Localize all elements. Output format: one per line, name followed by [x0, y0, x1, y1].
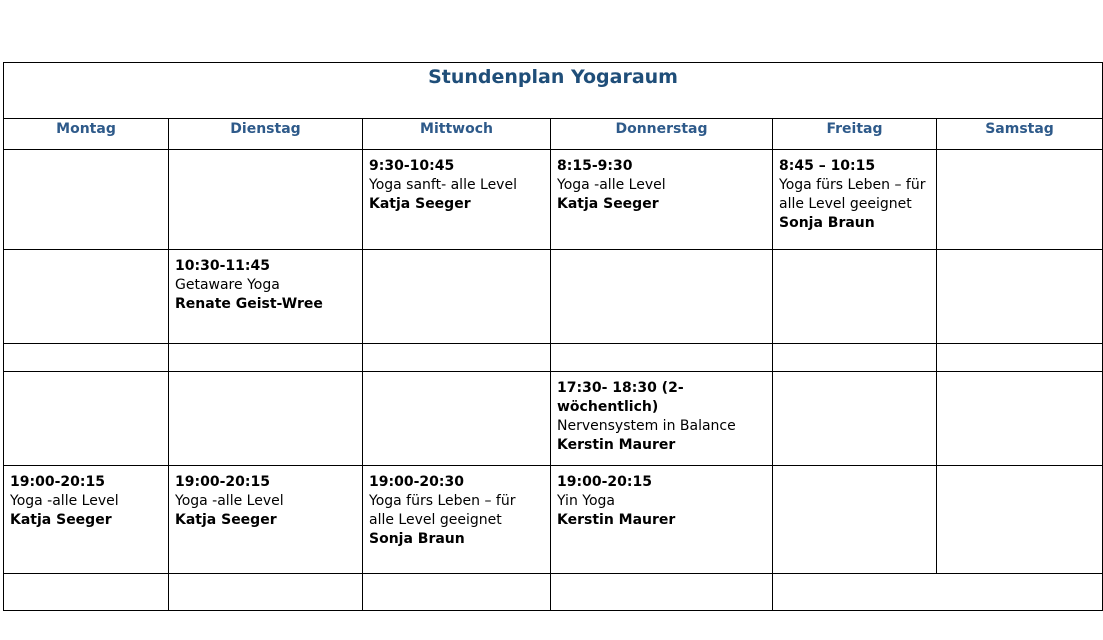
schedule-cell — [4, 344, 169, 372]
schedule-table — [3, 62, 1103, 611]
class-name: Yoga fürs Leben – für alle Level geeignet — [369, 493, 516, 528]
class-teacher: Katja Seeger — [175, 512, 277, 528]
schedule-cell — [773, 574, 1103, 611]
schedule-cell — [4, 574, 169, 611]
schedule-row — [4, 344, 1103, 372]
schedule-cell — [937, 150, 1103, 250]
day-header-friday — [773, 119, 937, 150]
class-time: 8:45 – 10:15 — [779, 158, 876, 174]
day-label: Montag — [56, 121, 116, 137]
schedule-cell — [169, 344, 363, 372]
schedule-row — [4, 150, 1103, 250]
schedule-cell — [551, 466, 773, 574]
schedule-cell — [551, 372, 773, 466]
class-time: 19:00-20:30 — [369, 474, 464, 490]
schedule-cell — [363, 466, 551, 574]
class-teacher: Katja Seeger — [557, 196, 659, 212]
class-name: Yoga -alle Level — [10, 493, 119, 509]
day-header-wednesday — [363, 119, 551, 150]
schedule-cell — [551, 574, 773, 611]
schedule-cell — [937, 466, 1103, 574]
schedule-cell — [937, 344, 1103, 372]
schedule-cell — [363, 344, 551, 372]
day-label: Samstag — [985, 121, 1054, 137]
schedule-row — [4, 466, 1103, 574]
class-name: Yin Yoga — [557, 493, 615, 509]
class-teacher: Kerstin Maurer — [557, 437, 676, 453]
class-name: Yoga sanft- alle Level — [369, 177, 517, 193]
schedule-cell — [773, 466, 937, 574]
class-time: 8:15-9:30 — [557, 158, 633, 174]
schedule-row — [4, 250, 1103, 344]
day-header-thursday — [551, 119, 773, 150]
schedule-cell — [937, 250, 1103, 344]
class-name: Nervensystem in Balance — [557, 418, 736, 434]
day-header-tuesday — [169, 119, 363, 150]
schedule-cell — [4, 250, 169, 344]
schedule-cell — [773, 344, 937, 372]
schedule-cell — [773, 250, 937, 344]
schedule-cell — [363, 150, 551, 250]
title-cell — [4, 63, 1103, 119]
class-time: 19:00-20:15 — [10, 474, 105, 490]
schedule-cell — [773, 150, 937, 250]
day-header-monday — [4, 119, 169, 150]
schedule-row — [4, 372, 1103, 466]
class-teacher: Katja Seeger — [10, 512, 112, 528]
day-header-row — [4, 119, 1103, 150]
schedule-cell — [169, 466, 363, 574]
class-time: 9:30-10:45 — [369, 158, 455, 174]
day-label: Donnerstag — [615, 121, 708, 137]
class-teacher: Sonja Braun — [779, 215, 875, 231]
day-label: Dienstag — [230, 121, 301, 137]
class-time: 17:30- 18:30 (2-wöchentlich) — [557, 380, 684, 415]
schedule-cell — [363, 250, 551, 344]
day-label: Mittwoch — [420, 121, 493, 137]
schedule-cell — [551, 250, 773, 344]
class-teacher: Renate Geist-Wree — [175, 296, 323, 312]
schedule-cell — [4, 372, 169, 466]
schedule-cell — [363, 372, 551, 466]
schedule-cell — [4, 150, 169, 250]
schedule-row — [4, 574, 1103, 611]
class-name: Getaware Yoga — [175, 277, 280, 293]
schedule-cell — [169, 574, 363, 611]
class-name: Yoga -alle Level — [557, 177, 666, 193]
schedule-cell — [4, 466, 169, 574]
class-time: 19:00-20:15 — [557, 474, 652, 490]
day-header-saturday — [937, 119, 1103, 150]
class-time: 10:30-11:45 — [175, 258, 270, 274]
class-time: 19:00-20:15 — [175, 474, 270, 490]
class-teacher: Kerstin Maurer — [557, 512, 676, 528]
schedule-cell — [773, 372, 937, 466]
schedule-cell — [551, 150, 773, 250]
day-label: Freitag — [826, 121, 883, 137]
page-title: Stundenplan Yogaraum — [428, 66, 678, 88]
class-teacher: Katja Seeger — [369, 196, 471, 212]
schedule-cell — [551, 344, 773, 372]
schedule-cell — [169, 150, 363, 250]
schedule-cell — [363, 574, 551, 611]
schedule-cell — [169, 250, 363, 344]
schedule-cell — [169, 372, 363, 466]
class-name: Yoga fürs Leben – für alle Level geeignet — [779, 177, 926, 212]
class-teacher: Sonja Braun — [369, 531, 465, 547]
schedule-cell — [937, 372, 1103, 466]
class-name: Yoga -alle Level — [175, 493, 284, 509]
